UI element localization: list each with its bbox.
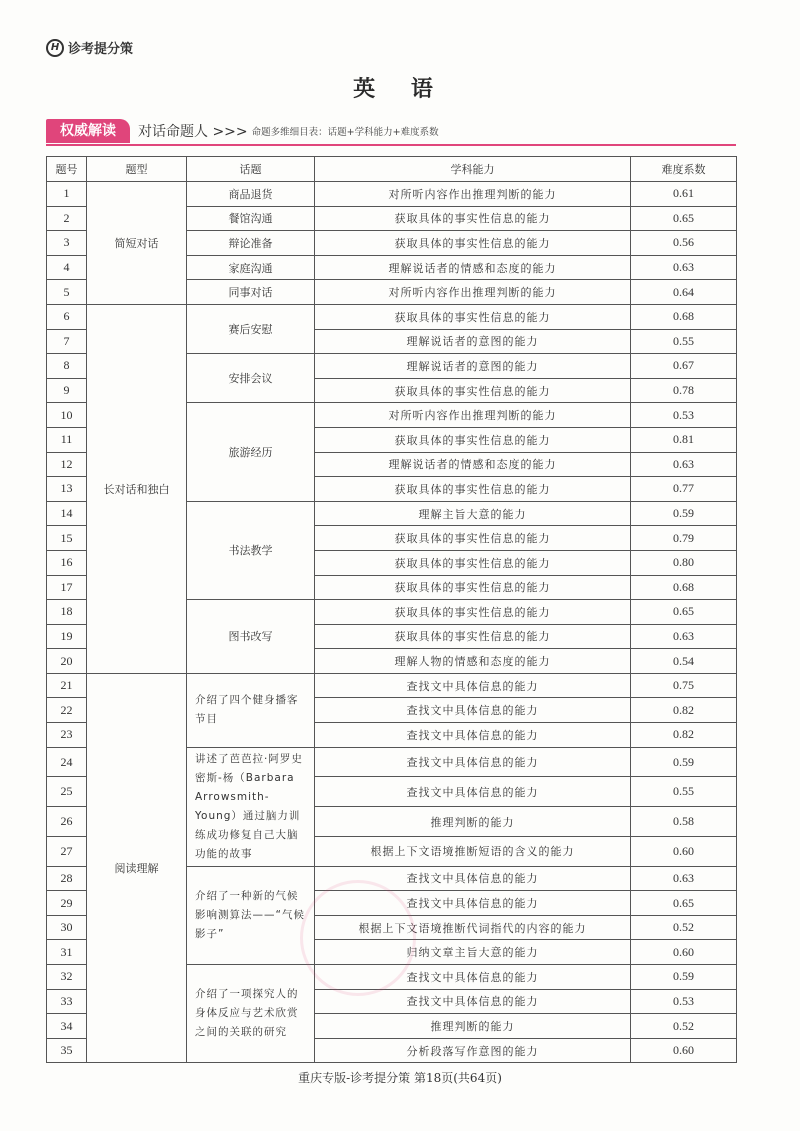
ability-cell: 对所听内容作出推理判断的能力 bbox=[315, 182, 631, 207]
topic-cell: 书法教学 bbox=[187, 501, 315, 599]
difficulty-cell: 0.65 bbox=[631, 206, 737, 231]
difficulty-cell: 0.79 bbox=[631, 526, 737, 551]
question-no-cell: 16 bbox=[47, 550, 87, 575]
section-subtitle: 对话命题人 >>> bbox=[138, 124, 248, 140]
ability-cell: 查找文中具体信息的能力 bbox=[315, 698, 631, 723]
difficulty-cell: 0.59 bbox=[631, 965, 737, 990]
difficulty-cell: 0.65 bbox=[631, 600, 737, 625]
question-no-cell: 23 bbox=[47, 723, 87, 748]
table-row bbox=[47, 304, 737, 329]
topic-cell: 商品退货 bbox=[187, 182, 315, 207]
question-no-cell: 11 bbox=[47, 427, 87, 452]
ability-cell: 获取具体的事实性信息的能力 bbox=[315, 550, 631, 575]
page-title: 英 语 bbox=[353, 76, 447, 102]
difficulty-cell: 0.63 bbox=[631, 452, 737, 477]
question-no-cell: 35 bbox=[47, 1038, 87, 1063]
difficulty-cell: 0.53 bbox=[631, 403, 737, 428]
difficulty-cell: 0.63 bbox=[631, 255, 737, 280]
question-no-cell: 8 bbox=[47, 354, 87, 379]
ability-cell: 获取具体的事实性信息的能力 bbox=[315, 206, 631, 231]
difficulty-cell: 0.64 bbox=[631, 280, 737, 305]
ability-cell: 查找文中具体信息的能力 bbox=[315, 747, 631, 777]
ability-cell: 推理判断的能力 bbox=[315, 1014, 631, 1039]
table-body bbox=[47, 182, 737, 1063]
question-no-cell: 9 bbox=[47, 378, 87, 403]
difficulty-cell: 0.82 bbox=[631, 723, 737, 748]
header-difficulty: 难度系数 bbox=[631, 157, 737, 182]
topic-cell: 图书改写 bbox=[187, 600, 315, 674]
section-badge: 权威解读 bbox=[46, 119, 130, 143]
topic-cell: 介绍了一种新的气候影响测算法——“气候影子” bbox=[187, 866, 315, 964]
question-no-cell: 34 bbox=[47, 1014, 87, 1039]
question-no-cell: 26 bbox=[47, 807, 87, 837]
section-header bbox=[46, 118, 736, 146]
difficulty-cell: 0.81 bbox=[631, 427, 737, 452]
question-no-cell: 17 bbox=[47, 575, 87, 600]
ability-cell: 根据上下文语境推断代词指代的内容的能力 bbox=[315, 915, 631, 940]
question-no-cell: 10 bbox=[47, 403, 87, 428]
ability-cell: 对所听内容作出推理判断的能力 bbox=[315, 280, 631, 305]
page-footer: 重庆专版-诊考提分策 第18页(共64页) bbox=[298, 1071, 502, 1085]
question-no-cell: 29 bbox=[47, 891, 87, 916]
ability-cell: 归纳文章主旨大意的能力 bbox=[315, 940, 631, 965]
section-note: 命题多维细目表：话题+学科能力+难度系数 bbox=[251, 127, 439, 138]
ability-cell: 分析段落写作意图的能力 bbox=[315, 1038, 631, 1063]
ability-cell: 查找文中具体信息的能力 bbox=[315, 965, 631, 990]
ability-cell: 理解说话者的情感和态度的能力 bbox=[315, 255, 631, 280]
difficulty-cell: 0.75 bbox=[631, 673, 737, 698]
question-no-cell: 32 bbox=[47, 965, 87, 990]
question-no-cell: 13 bbox=[47, 477, 87, 502]
difficulty-cell: 0.54 bbox=[631, 649, 737, 674]
question-no-cell: 25 bbox=[47, 777, 87, 807]
question-no-cell: 31 bbox=[47, 940, 87, 965]
topic-cell: 餐馆沟通 bbox=[187, 206, 315, 231]
spec-table-container bbox=[46, 156, 736, 1063]
ability-cell: 对所听内容作出推理判断的能力 bbox=[315, 403, 631, 428]
difficulty-cell: 0.78 bbox=[631, 378, 737, 403]
question-type-cell: 简短对话 bbox=[87, 182, 187, 305]
question-no-cell: 12 bbox=[47, 452, 87, 477]
difficulty-cell: 0.80 bbox=[631, 550, 737, 575]
difficulty-cell: 0.55 bbox=[631, 329, 737, 354]
topic-cell: 介绍了一项探究人的身体反应与艺术欣赏之间的关联的研究 bbox=[187, 965, 315, 1063]
ability-cell: 获取具体的事实性信息的能力 bbox=[315, 600, 631, 625]
question-no-cell: 33 bbox=[47, 989, 87, 1014]
topic-cell: 旅游经历 bbox=[187, 403, 315, 501]
difficulty-cell: 0.63 bbox=[631, 866, 737, 891]
difficulty-cell: 0.60 bbox=[631, 836, 737, 866]
ability-cell: 查找文中具体信息的能力 bbox=[315, 777, 631, 807]
difficulty-cell: 0.56 bbox=[631, 231, 737, 256]
topic-cell: 家庭沟通 bbox=[187, 255, 315, 280]
table-row bbox=[47, 182, 737, 207]
question-no-cell: 27 bbox=[47, 836, 87, 866]
header-ability: 学科能力 bbox=[315, 157, 631, 182]
question-no-cell: 14 bbox=[47, 501, 87, 526]
difficulty-cell: 0.59 bbox=[631, 501, 737, 526]
table-header-row bbox=[47, 157, 737, 182]
question-no-cell: 5 bbox=[47, 280, 87, 305]
question-no-cell: 19 bbox=[47, 624, 87, 649]
ability-cell: 获取具体的事实性信息的能力 bbox=[315, 378, 631, 403]
topic-cell: 同事对话 bbox=[187, 280, 315, 305]
ability-cell: 查找文中具体信息的能力 bbox=[315, 866, 631, 891]
difficulty-cell: 0.82 bbox=[631, 698, 737, 723]
ability-cell: 查找文中具体信息的能力 bbox=[315, 723, 631, 748]
difficulty-cell: 0.65 bbox=[631, 891, 737, 916]
topic-cell: 讲述了芭芭拉·阿罗史密斯-杨（Barbara Arrowsmith-Young）通过脑力训练成功修复自己大脑功能的故事 bbox=[187, 747, 315, 866]
question-no-cell: 28 bbox=[47, 866, 87, 891]
question-no-cell: 15 bbox=[47, 526, 87, 551]
ability-cell: 获取具体的事实性信息的能力 bbox=[315, 624, 631, 649]
ability-cell: 理解人物的情感和态度的能力 bbox=[315, 649, 631, 674]
question-no-cell: 2 bbox=[47, 206, 87, 231]
difficulty-cell: 0.60 bbox=[631, 1038, 737, 1063]
ability-cell: 推理判断的能力 bbox=[315, 807, 631, 837]
question-type-cell: 阅读理解 bbox=[87, 673, 187, 1063]
question-no-cell: 4 bbox=[47, 255, 87, 280]
header-question-type: 题型 bbox=[87, 157, 187, 182]
difficulty-cell: 0.52 bbox=[631, 1014, 737, 1039]
question-no-cell: 18 bbox=[47, 600, 87, 625]
difficulty-cell: 0.61 bbox=[631, 182, 737, 207]
difficulty-cell: 0.53 bbox=[631, 989, 737, 1014]
table-row bbox=[47, 673, 737, 698]
question-no-cell: 6 bbox=[47, 304, 87, 329]
question-no-cell: 30 bbox=[47, 915, 87, 940]
topic-cell: 赛后安慰 bbox=[187, 304, 315, 353]
difficulty-cell: 0.77 bbox=[631, 477, 737, 502]
difficulty-cell: 0.60 bbox=[631, 940, 737, 965]
difficulty-cell: 0.59 bbox=[631, 747, 737, 777]
ability-cell: 理解说话者的情感和态度的能力 bbox=[315, 452, 631, 477]
ability-cell: 获取具体的事实性信息的能力 bbox=[315, 427, 631, 452]
ability-cell: 获取具体的事实性信息的能力 bbox=[315, 477, 631, 502]
question-no-cell: 3 bbox=[47, 231, 87, 256]
ability-cell: 查找文中具体信息的能力 bbox=[315, 989, 631, 1014]
difficulty-cell: 0.52 bbox=[631, 915, 737, 940]
header-question-no: 题号 bbox=[47, 157, 87, 182]
ability-cell: 根据上下文语境推断短语的含义的能力 bbox=[315, 836, 631, 866]
spec-table bbox=[46, 156, 737, 1063]
difficulty-cell: 0.68 bbox=[631, 575, 737, 600]
ability-cell: 理解说话者的意图的能力 bbox=[315, 329, 631, 354]
ability-cell: 获取具体的事实性信息的能力 bbox=[315, 304, 631, 329]
ability-cell: 查找文中具体信息的能力 bbox=[315, 673, 631, 698]
topic-cell: 介绍了四个健身播客节目 bbox=[187, 673, 315, 747]
topic-cell: 安排会议 bbox=[187, 354, 315, 403]
difficulty-cell: 0.55 bbox=[631, 777, 737, 807]
question-no-cell: 21 bbox=[47, 673, 87, 698]
difficulty-cell: 0.68 bbox=[631, 304, 737, 329]
question-type-cell: 长对话和独白 bbox=[87, 304, 187, 673]
brand-name: 诊考提分策 bbox=[68, 42, 134, 57]
header-brand bbox=[46, 38, 133, 57]
topic-cell: 辩论准备 bbox=[187, 231, 315, 256]
question-no-cell: 7 bbox=[47, 329, 87, 354]
ability-cell: 理解说话者的意图的能力 bbox=[315, 354, 631, 379]
ability-cell: 获取具体的事实性信息的能力 bbox=[315, 526, 631, 551]
question-no-cell: 22 bbox=[47, 698, 87, 723]
difficulty-cell: 0.63 bbox=[631, 624, 737, 649]
question-no-cell: 1 bbox=[47, 182, 87, 207]
ability-cell: 获取具体的事实性信息的能力 bbox=[315, 231, 631, 256]
ability-cell: 查找文中具体信息的能力 bbox=[315, 891, 631, 916]
question-no-cell: 20 bbox=[47, 649, 87, 674]
brand-logo-icon: H bbox=[46, 39, 64, 57]
difficulty-cell: 0.67 bbox=[631, 354, 737, 379]
header-topic: 话题 bbox=[187, 157, 315, 182]
difficulty-cell: 0.58 bbox=[631, 807, 737, 837]
ability-cell: 获取具体的事实性信息的能力 bbox=[315, 575, 631, 600]
question-no-cell: 24 bbox=[47, 747, 87, 777]
ability-cell: 理解主旨大意的能力 bbox=[315, 501, 631, 526]
